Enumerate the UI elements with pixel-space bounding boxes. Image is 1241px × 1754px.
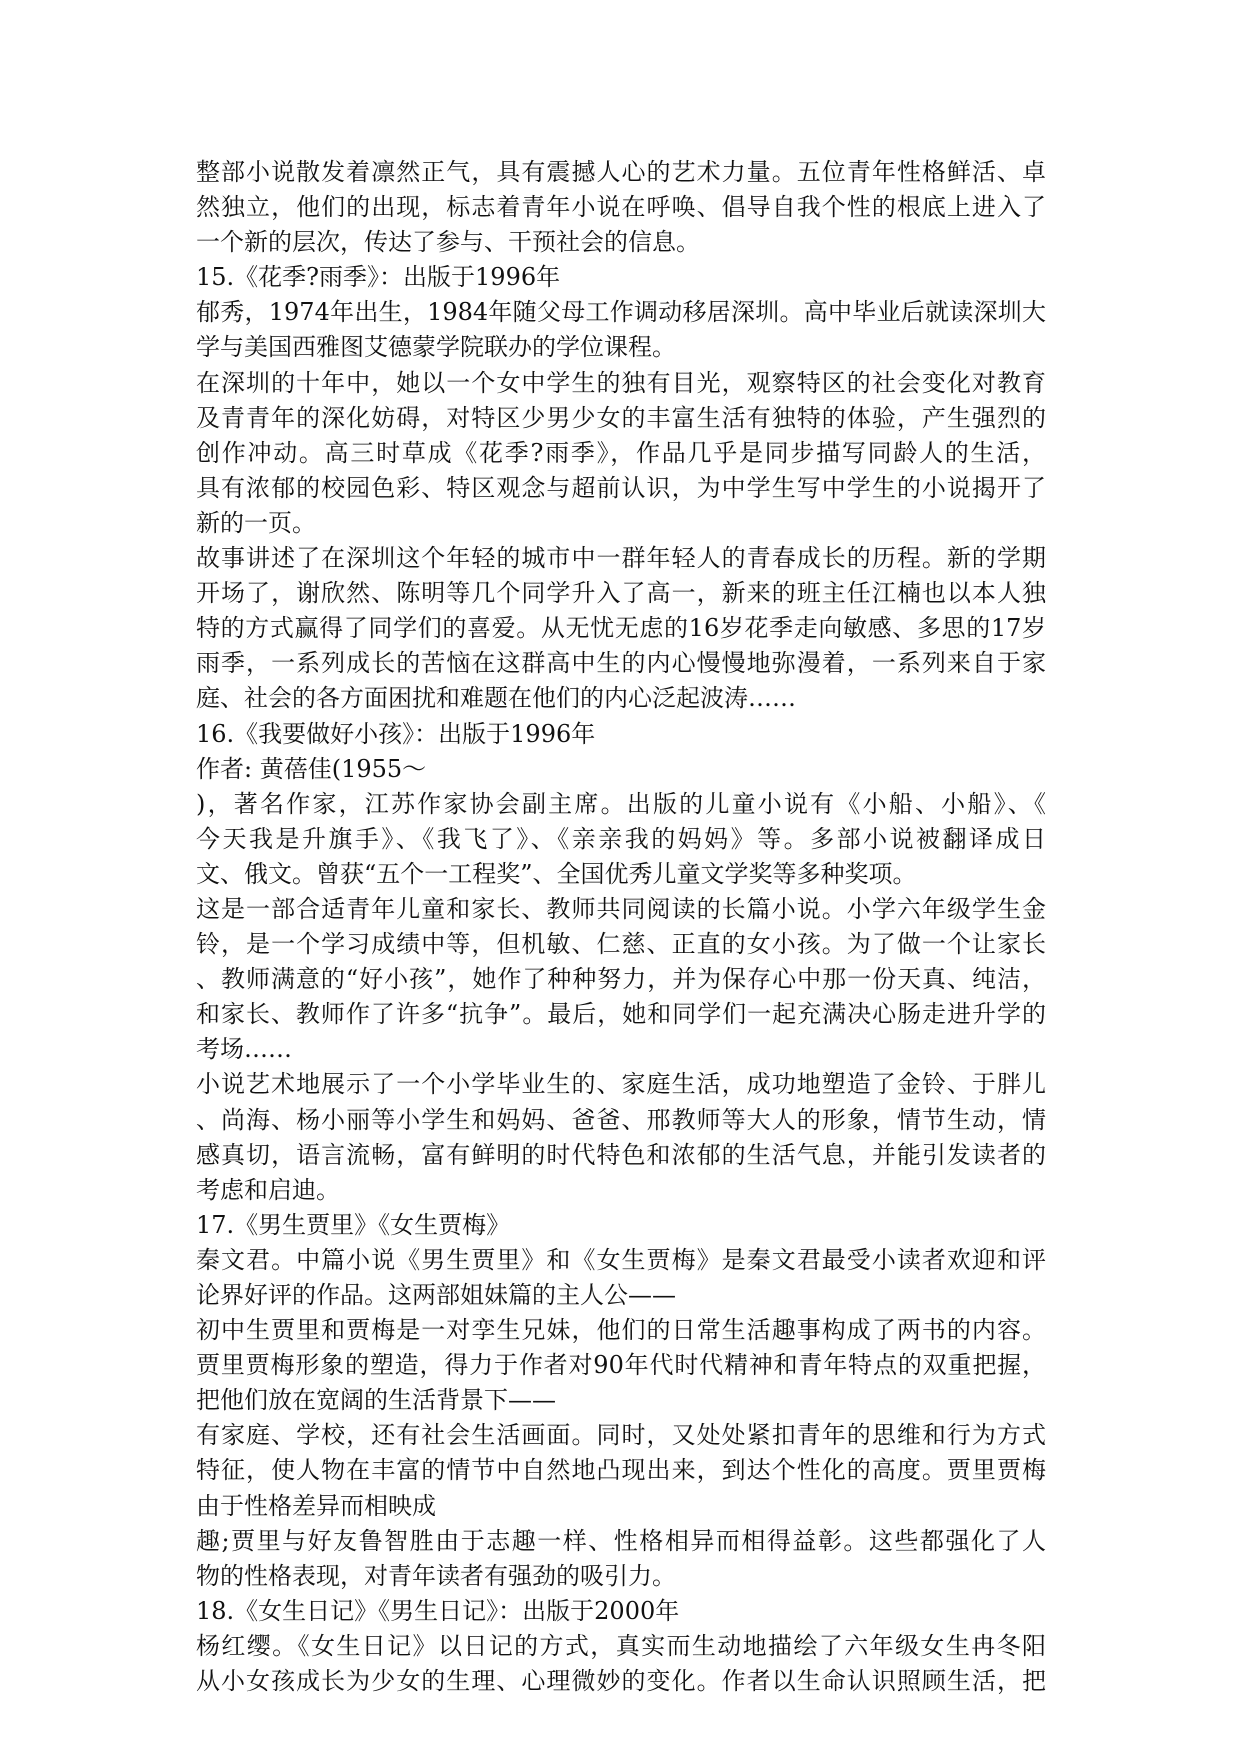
text-line: )，著名作家，江苏作家协会副主席。出版的儿童小说有《小船、小船》、《: [196, 789, 1046, 818]
text-line: 整部小说散发着凛然正气，具有震撼人心的艺术力量。五位青年性格鲜活、卓: [196, 158, 1046, 186]
text-line: 铃，是一个学习成绩中等，但机敏、仁慈、正直的女小孩。为了做一个让家长: [196, 930, 1046, 959]
text-line: 感真切，语言流畅，富有鲜明的时代特色和浓郁的生活气息，并能引发读者的: [196, 1140, 1046, 1169]
text-line: 开场了，谢欣然、陈明等几个同学升入了高一，新来的班主任江楠也以本人独: [196, 579, 1046, 608]
text-line: 庭、社会的各方面困扰和难题在他们的内心泛起波涛……: [196, 684, 796, 713]
text-line: 17.《男生贾里》《女生贾梅》: [196, 1210, 511, 1239]
text-line: 论界好评的作品。这两部姐妹篇的主人公——: [196, 1281, 676, 1309]
text-line: 15.《花季?雨季》：出版于1996年: [196, 263, 561, 292]
text-line: 和家长、教师作了许多“抗争”。最后，她和同学们一起充满决心肠走进升学的: [196, 1000, 1046, 1029]
text-line: 初中生贾里和贾梅是一对孪生兄妹，他们的日常生活趣事构成了两书的内容。: [196, 1316, 1046, 1345]
text-line: 郁秀，1974年出生，1984年随父母工作调动移居深圳。高中毕业后就读深圳大: [196, 298, 1046, 327]
text-line: 杨红缨。《女生日记》以日记的方式，真实而生动地描绘了六年级女生冉冬阳: [196, 1631, 1046, 1660]
text-line: 有家庭、学校，还有社会生活画面。同时，又处处紧扣青年的思维和行为方式: [196, 1421, 1046, 1450]
text-line: 、尚海、杨小丽等小学生和妈妈、爸爸、邢教师等大人的形象，情节生动，情: [196, 1105, 1046, 1134]
text-line: 、教师满意的“好小孩”，她作了种种努力，并为保存心中那一份天真、纯洁，: [196, 965, 1046, 994]
text-line: 小说艺术地展示了一个小学毕业生的、家庭生活，成功地塑造了金铃、于胖儿: [196, 1070, 1046, 1099]
text-line: 特的方式赢得了同学们的喜爱。从无忧无虑的16岁花季走向敏感、多思的17岁: [196, 614, 1046, 643]
text-line: 从小女孩成长为少女的生理、心理微妙的变化。作者以生命认识照顾生活，把: [196, 1667, 1046, 1696]
text-line: 物的性格表现，对青年读者有强劲的吸引力。: [196, 1561, 676, 1590]
text-line: 16.《我要做好小孩》：出版于1996年: [196, 719, 596, 748]
text-line: 贾里贾梅形象的塑造，得力于作者对90年代时代精神和青年特点的双重把握，: [196, 1351, 1046, 1380]
text-line: 在深圳的十年中，她以一个女中学生的独有目光，观察特区的社会变化对教育: [196, 368, 1046, 397]
text-line: 考场……: [196, 1035, 292, 1064]
text-line: 作者: 黄蓓佳(1955～: [196, 754, 427, 783]
text-line: 故事讲述了在深圳这个年轻的城市中一群年轻人的青春成长的历程。新的学期: [196, 544, 1046, 573]
text-line: 文、俄文。曾获“五个一工程奖”、全国优秀儿童文学奖等多种奖项。: [196, 859, 917, 888]
text-line: 及青青年的深化妨碍，对特区少男少女的丰富生活有独特的体验，产生强烈的: [196, 403, 1046, 432]
text-line: 新的一页。: [196, 508, 316, 537]
text-line: 趣;贾里与好友鲁智胜由于志趣一样、性格相异而相得益彰。这些都强化了人: [196, 1526, 1046, 1555]
text-line: 18.《女生日记》《男生日记》：出版于2000年: [196, 1596, 680, 1625]
document-body: [196, 155, 1046, 1699]
text-line: 秦文君。中篇小说《男生贾里》和《女生贾梅》是秦文君最受小读者欢迎和评: [196, 1245, 1046, 1274]
text-line: 一个新的层次，传达了参与、干预社会的信息。: [196, 228, 700, 257]
text-line: 雨季，一系列成长的苦恼在这群高中生的内心慢慢地弥漫着，一系列来自于家: [196, 649, 1046, 678]
text-line: 考虑和启迪。: [196, 1175, 340, 1204]
text-line: 今天我是升旗手》、《我飞了》、《亲亲我的妈妈》等。多部小说被翻译成日: [196, 824, 1046, 853]
text-line: 特征，使人物在丰富的情节中自然地凸现出来，到达个性化的高度。贾里贾梅: [196, 1456, 1046, 1485]
text-line: 具有浓郁的校园色彩、特区观念与超前认识，为中学生写中学生的小说揭开了: [196, 473, 1046, 502]
text-line: 由于性格差异而相映成: [196, 1491, 436, 1520]
text-line: 把他们放在宽阔的生活背景下——: [196, 1386, 556, 1415]
text-line: 这是一部合适青年儿童和家长、教师共同阅读的长篇小说。小学六年级学生金: [196, 894, 1046, 923]
text-line: 创作冲动。高三时草成《花季?雨季》，作品几乎是同步描写同龄人的生活，: [196, 438, 1046, 467]
text-line: 然独立，他们的出现，标志着青年小说在呼唤、倡导自我个性的根底上进入了: [196, 193, 1046, 222]
text-line: 学与美国西雅图艾德蒙学院联办的学位课程。: [196, 333, 676, 362]
